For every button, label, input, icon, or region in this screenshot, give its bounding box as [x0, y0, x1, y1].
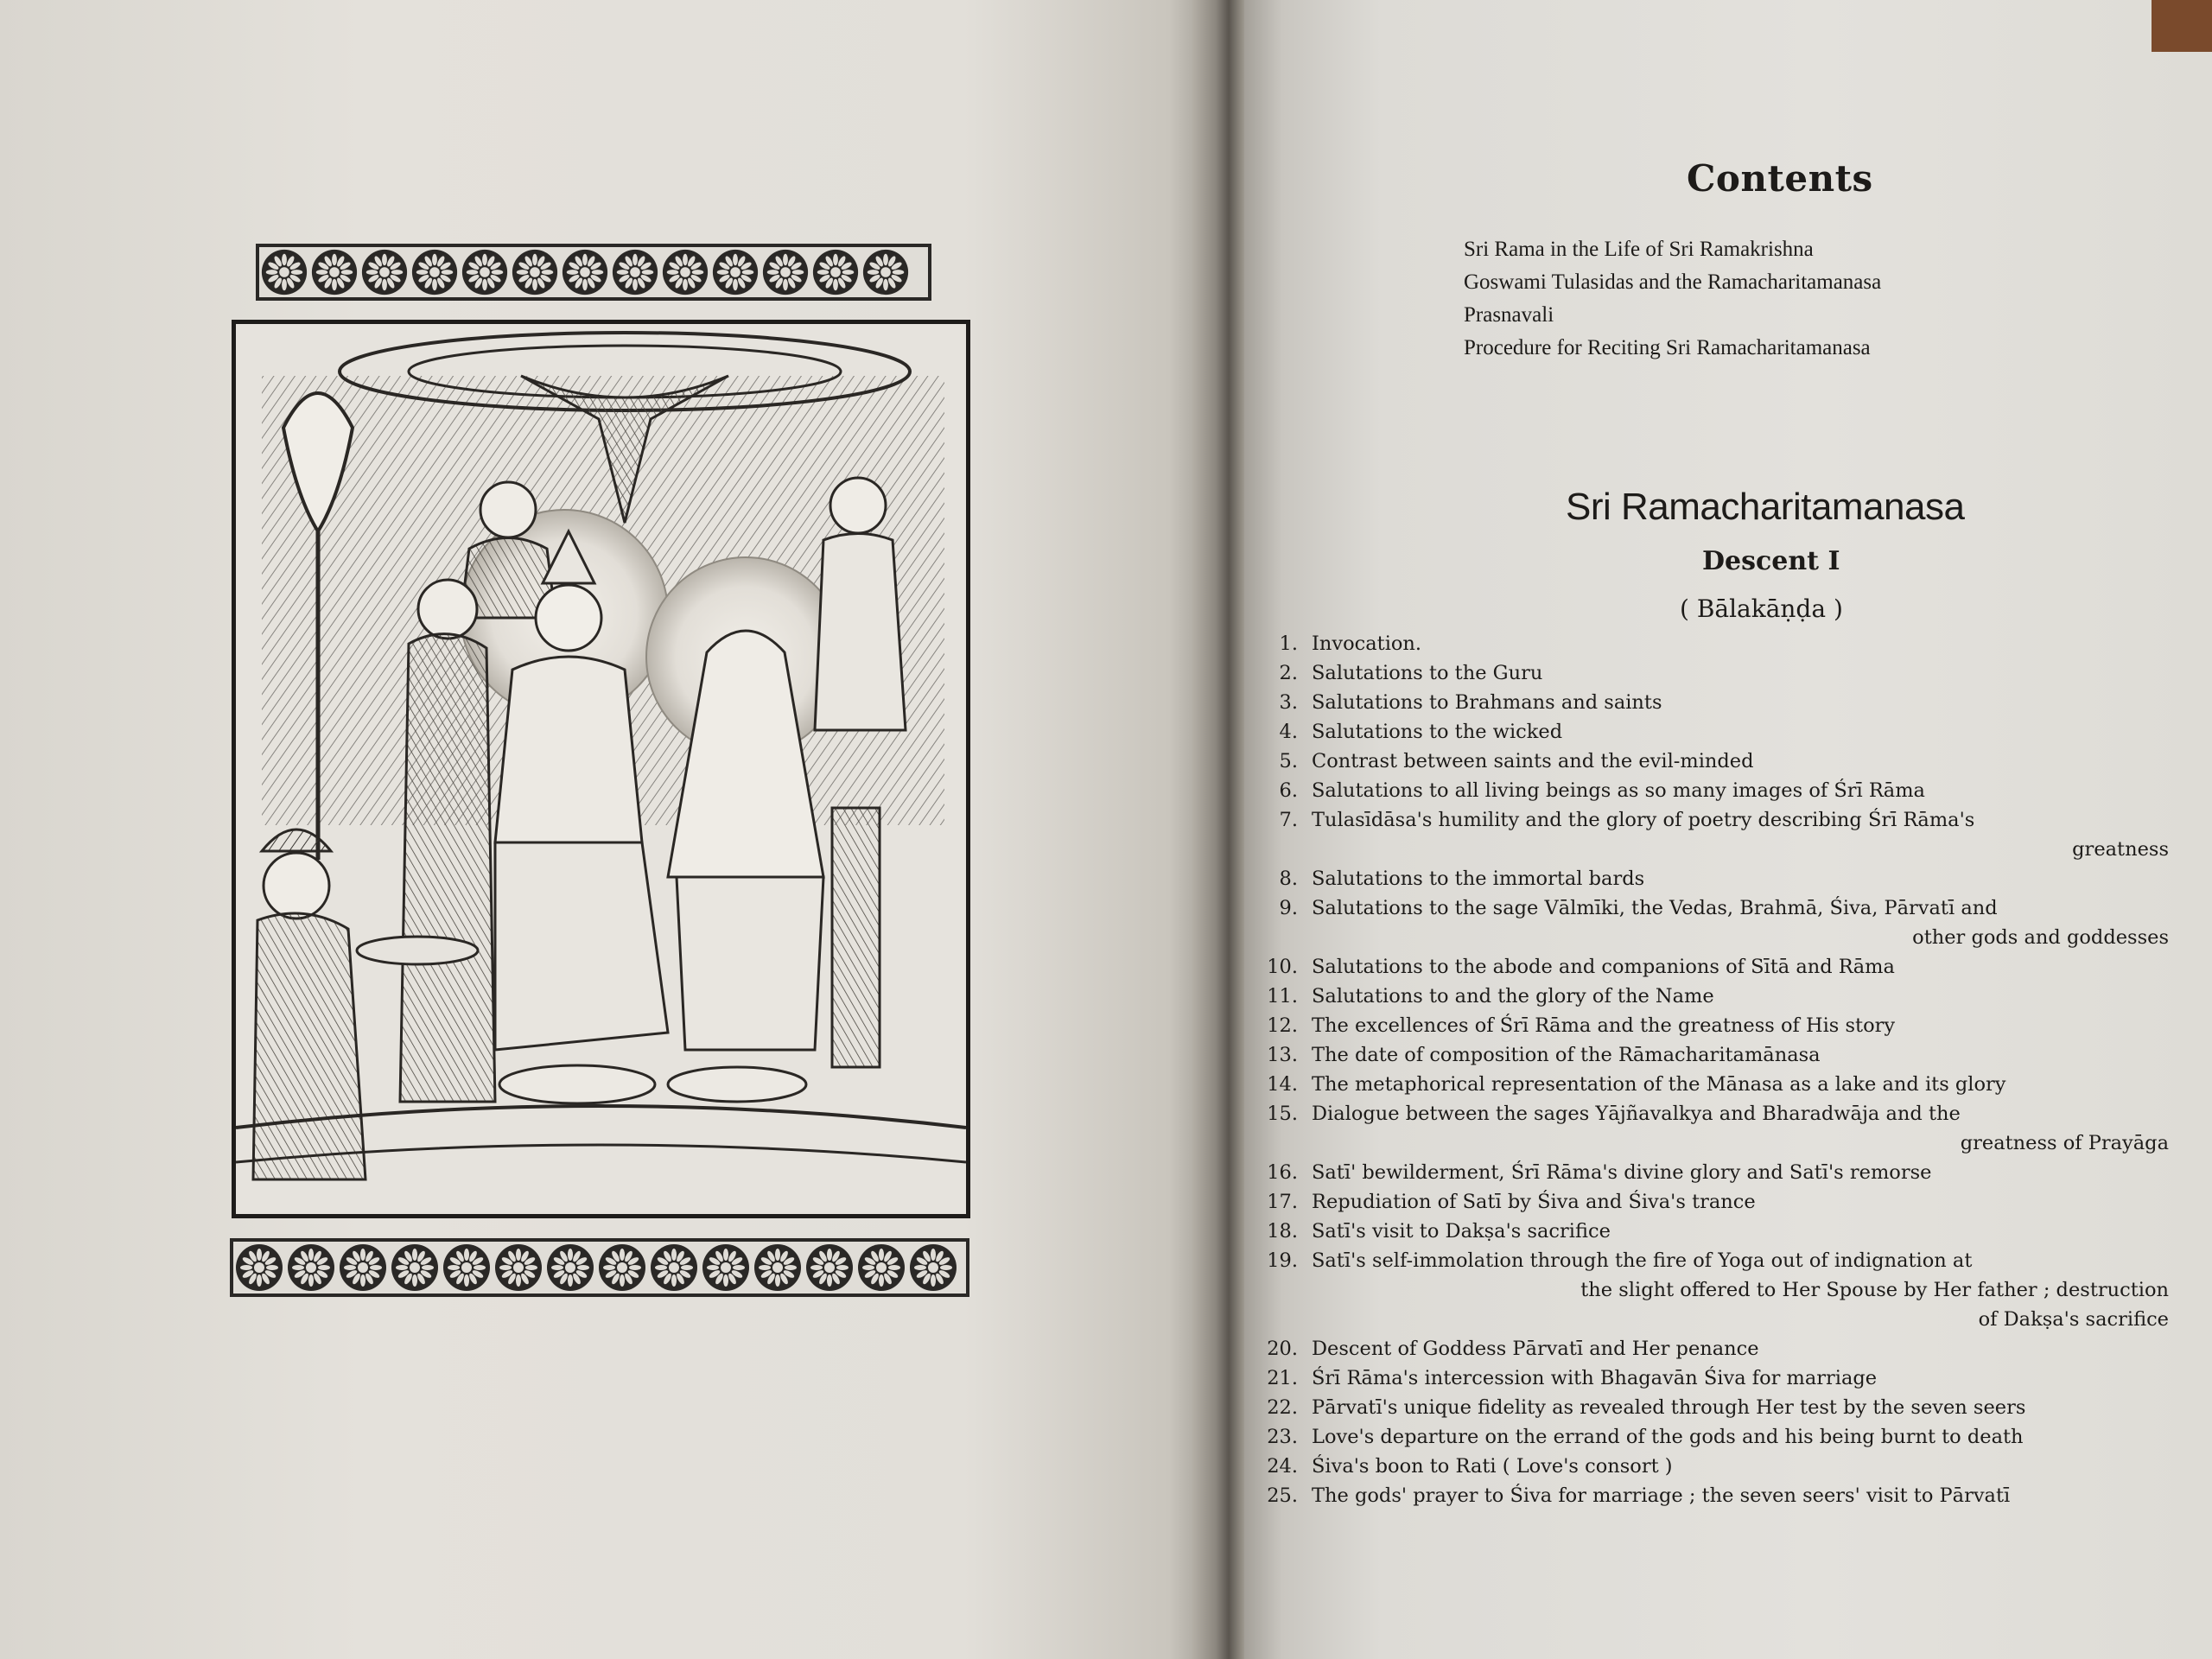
- rosette-icon: [560, 247, 610, 297]
- ornament-border-bottom: [230, 1238, 969, 1297]
- contents-intro-item: Prasnavali: [1464, 303, 1554, 327]
- toc-text: Satī's visit to Dakṣa's sacrifice: [1312, 1220, 1611, 1243]
- toc-number: 17.: [1267, 1191, 1298, 1213]
- rosette-icon: [309, 247, 359, 297]
- contents-intro-item: Sri Rama in the Life of Sri Ramakrishna: [1464, 238, 1814, 261]
- toc-text: Śrī Rāma's intercession with Bhagavān Śiva for marriage: [1312, 1367, 1878, 1389]
- toc-text-continued: other gods and goddesses: [1912, 926, 2169, 949]
- toc-text: The metaphorical representation of the Mānasa as a lake and its glory: [1312, 1073, 2006, 1096]
- toc-number: 9.: [1279, 897, 1298, 919]
- toc-entry: [1244, 1452, 2169, 1481]
- toc-text: Descent of Goddess Pārvatī and Her penance: [1312, 1338, 1759, 1360]
- rosette-icon: [259, 247, 309, 297]
- toc-text: The date of composition of the Rāmacharitamānasa: [1312, 1044, 1821, 1066]
- descent-heading: Descent I: [1702, 546, 1840, 576]
- toc-text-continued: greatness of Prayāga: [1960, 1132, 2169, 1154]
- table-of-contents: [1244, 629, 2169, 1510]
- contents-intro-list: [1464, 233, 1881, 365]
- toc-number: 18.: [1267, 1220, 1298, 1243]
- rosette-icon: [359, 247, 410, 297]
- toc-entry: [1244, 688, 2169, 717]
- rosette-icon: [855, 1242, 907, 1294]
- toc-entry: [1244, 747, 2169, 776]
- toc-number: 20.: [1267, 1338, 1298, 1360]
- toc-entry: [1244, 1217, 2169, 1246]
- toc-text: Salutations to Brahmans and saints: [1312, 691, 1662, 714]
- rosette-icon: [804, 1242, 855, 1294]
- rosette-icon: [610, 247, 660, 297]
- ornament-border-top: [256, 244, 931, 301]
- toc-entry: [1244, 1158, 2169, 1187]
- toc-entry: [1244, 1040, 2169, 1070]
- toc-text: Salutations to all living beings as so many images of Śrī Rāma: [1312, 779, 1925, 802]
- rosette-icon: [544, 1242, 596, 1294]
- toc-text: Salutations to the Guru: [1312, 662, 1543, 684]
- toc-entry: [1244, 982, 2169, 1011]
- rosette-icon: [285, 1242, 337, 1294]
- book-gutter: [1192, 0, 1244, 1659]
- rosette-icon: [907, 1242, 959, 1294]
- toc-number: 13.: [1267, 1044, 1298, 1066]
- toc-number: 2.: [1279, 662, 1298, 684]
- rosette-icon: [760, 247, 810, 297]
- rosette-icon: [596, 1242, 648, 1294]
- toc-entry: [1244, 776, 2169, 805]
- toc-number: 11.: [1267, 985, 1298, 1007]
- rosette-icon: [700, 1242, 752, 1294]
- toc-text: Love's departure on the errand of the gods and his being burnt to death: [1312, 1426, 2024, 1448]
- toc-text: Tulasīdāsa's humility and the glory of poetry describing Śrī Rāma's: [1312, 809, 1975, 831]
- toc-number: 3.: [1279, 691, 1298, 714]
- toc-number: 1.: [1279, 632, 1298, 655]
- toc-text: Pārvatī's unique fidelity as revealed through Her test by the seven seers: [1312, 1396, 2026, 1419]
- toc-text: Salutations to the wicked: [1312, 721, 1563, 743]
- kanda-heading: ( Bālakāṇḍa ): [1680, 594, 1843, 623]
- book-title: Sri Ramacharitamanasa: [1566, 486, 1965, 528]
- toc-text: Repudiation of Satī by Śiva and Śiva's trance: [1312, 1191, 1756, 1213]
- toc-text-continued: the slight offered to Her Spouse by Her father ; destruction: [1580, 1279, 2169, 1301]
- toc-number: 21.: [1267, 1367, 1298, 1389]
- toc-text: The excellences of Śrī Rāma and the greatness of His story: [1312, 1014, 1896, 1037]
- toc-text: Salutations to the sage Vālmīki, the Vedas, Brahmā, Śiva, Pārvatī and: [1312, 897, 1998, 919]
- toc-entry: [1244, 893, 2169, 952]
- toc-number: 10.: [1267, 956, 1298, 978]
- toc-entry: [1244, 864, 2169, 893]
- rosette-icon: [660, 247, 710, 297]
- rosette-icon: [648, 1242, 700, 1294]
- toc-text: Invocation.: [1312, 632, 1422, 655]
- toc-number: 6.: [1279, 779, 1298, 802]
- toc-text: Salutations to the abode and companions of Sītā and Rāma: [1312, 956, 1895, 978]
- rosette-icon: [710, 247, 760, 297]
- toc-number: 5.: [1279, 750, 1298, 772]
- rosette-icon: [460, 247, 510, 297]
- toc-text: Satī' bewilderment, Śrī Rāma's divine glory and Satī's remorse: [1312, 1161, 1932, 1184]
- toc-entry: [1244, 1070, 2169, 1099]
- toc-entry: [1244, 1481, 2169, 1510]
- contents-intro-item: Procedure for Reciting Sri Ramacharitamanasa: [1464, 336, 1871, 359]
- toc-text: Salutations to the immortal bards: [1312, 868, 1645, 890]
- toc-number: 14.: [1267, 1073, 1298, 1096]
- toc-entry: [1244, 658, 2169, 688]
- toc-text-continued: of Dakṣa's sacrifice: [1978, 1308, 2169, 1331]
- toc-text: Satī's self-immolation through the fire of Yoga out of indignation at: [1312, 1249, 1973, 1272]
- engraving-rama-sita-throne-icon: [236, 324, 966, 1214]
- toc-text: Salutations to and the glory of the Name: [1312, 985, 1714, 1007]
- toc-entry: [1244, 629, 2169, 658]
- toc-number: 7.: [1279, 809, 1298, 831]
- rosette-icon: [861, 247, 911, 297]
- toc-entry: [1244, 1246, 2169, 1334]
- toc-entry: [1244, 1187, 2169, 1217]
- rosette-icon: [752, 1242, 804, 1294]
- rosette-icon: [337, 1242, 389, 1294]
- toc-entry: [1244, 1422, 2169, 1452]
- toc-entry: [1244, 952, 2169, 982]
- toc-text: Contrast between saints and the evil-minded: [1312, 750, 1754, 772]
- toc-number: 8.: [1279, 868, 1298, 890]
- toc-text: Dialogue between the sages Yājñavalkya and Bharadwāja and the: [1312, 1103, 1961, 1125]
- toc-number: 19.: [1267, 1249, 1298, 1272]
- rosette-icon: [233, 1242, 285, 1294]
- toc-entry: [1244, 1011, 2169, 1040]
- toc-text: The gods' prayer to Śiva for marriage ; the seven seers' visit to Pārvatī: [1312, 1484, 2011, 1507]
- rosette-icon: [810, 247, 861, 297]
- contents-intro-item: Goswami Tulasidas and the Ramacharitamanasa: [1464, 270, 1882, 294]
- toc-text-continued: greatness: [2072, 838, 2169, 861]
- toc-number: 22.: [1267, 1396, 1298, 1419]
- toc-text: Śiva's boon to Rati ( Love's consort ): [1312, 1455, 1673, 1478]
- toc-number: 4.: [1279, 721, 1298, 743]
- toc-entry: [1244, 717, 2169, 747]
- toc-number: 24.: [1267, 1455, 1298, 1478]
- table-surface: [2152, 0, 2212, 52]
- rosette-icon: [510, 247, 560, 297]
- toc-entry: [1244, 1334, 2169, 1363]
- toc-number: 15.: [1267, 1103, 1298, 1125]
- toc-entry: [1244, 1099, 2169, 1158]
- rosette-icon: [389, 1242, 441, 1294]
- rosette-icon: [493, 1242, 544, 1294]
- toc-number: 12.: [1267, 1014, 1298, 1037]
- illustration-frame: [232, 320, 970, 1218]
- toc-number: 16.: [1267, 1161, 1298, 1184]
- rosette-icon: [410, 247, 460, 297]
- toc-entry: [1244, 805, 2169, 864]
- toc-entry: [1244, 1363, 2169, 1393]
- rosette-icon: [441, 1242, 493, 1294]
- toc-entry: [1244, 1393, 2169, 1422]
- toc-number: 23.: [1267, 1426, 1298, 1448]
- contents-title: Contents: [1687, 157, 1873, 200]
- toc-number: 25.: [1267, 1484, 1298, 1507]
